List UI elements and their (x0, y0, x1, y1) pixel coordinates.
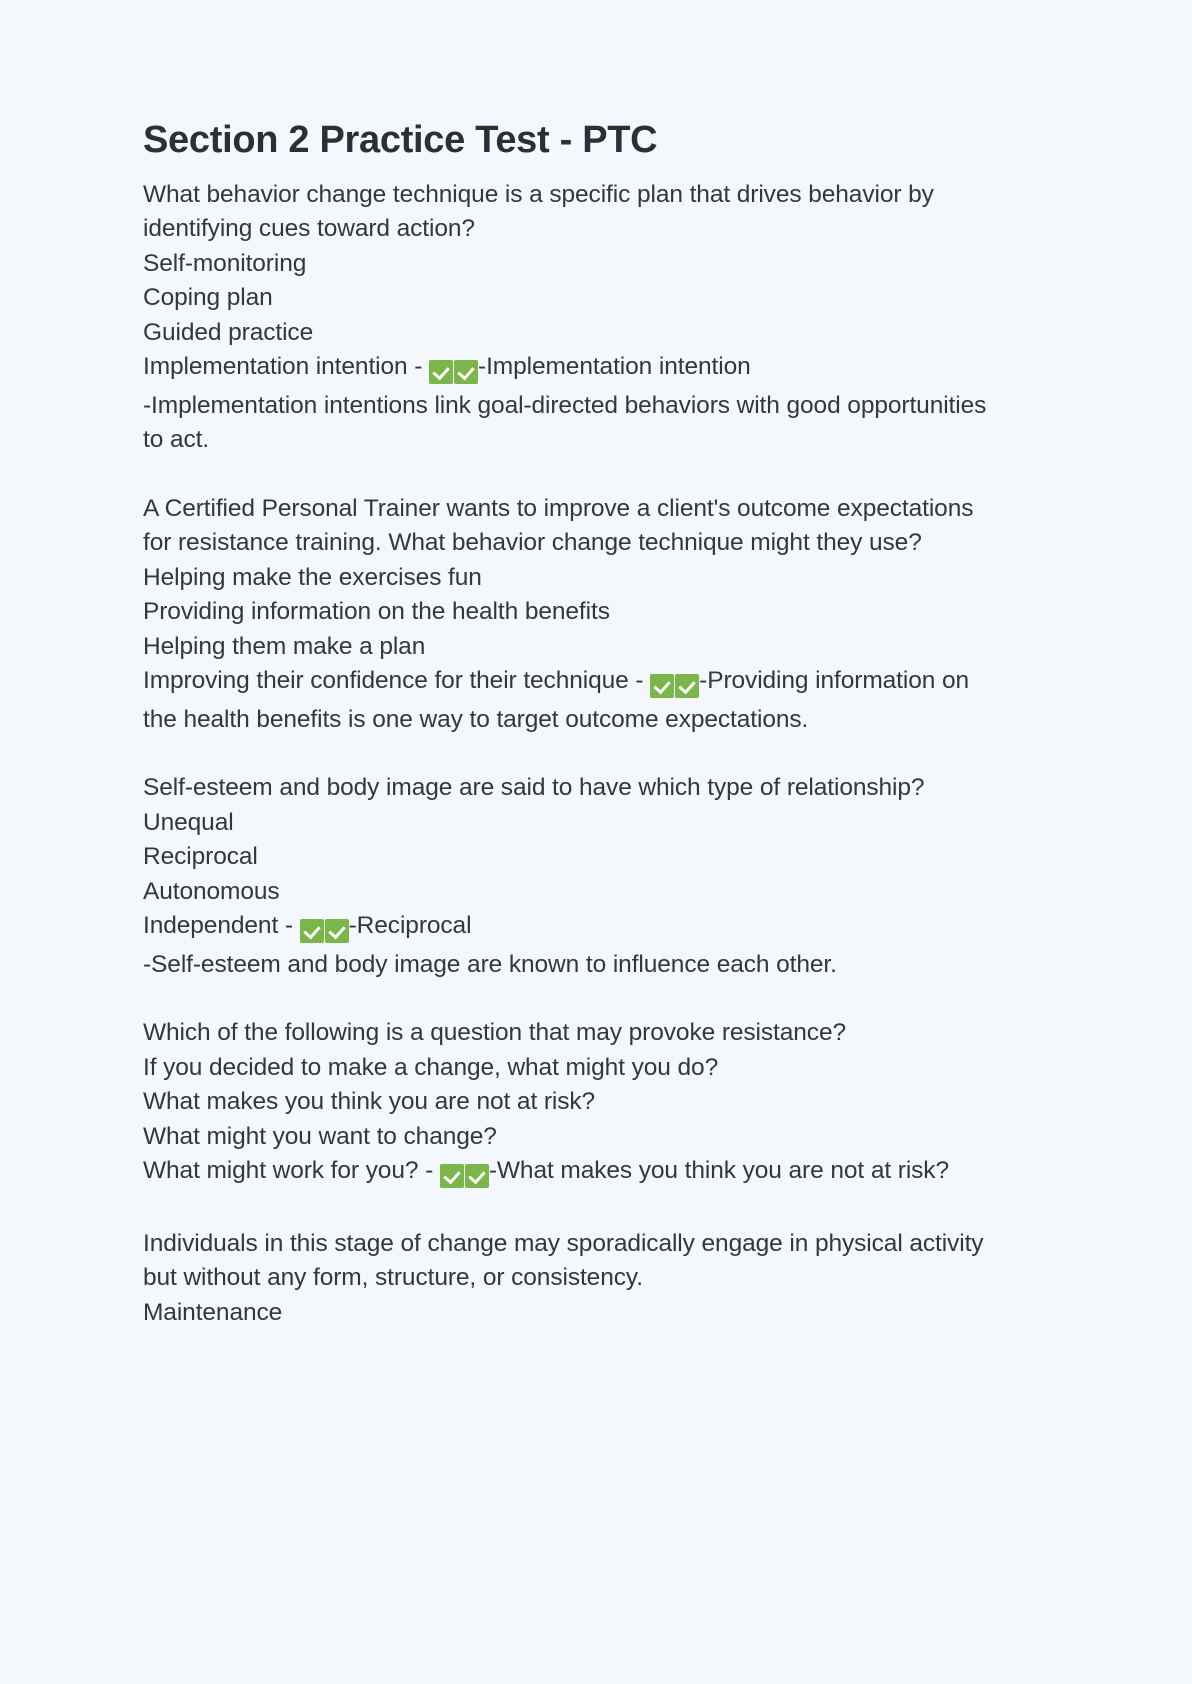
option-item: Providing information on the health benefits (143, 598, 610, 626)
correct-answer-text: -Implementation intention (478, 353, 751, 381)
answer-option-label: What might work for you? - (143, 1157, 440, 1185)
answer-option-label: Implementation intention - (143, 353, 430, 381)
question-text: Self-esteem and body image are said to have which type of relationship? (143, 774, 925, 802)
correct-answer-text: -Providing information on the health benefits is one way to target outcome expectations. (143, 667, 970, 733)
answer-line (143, 909, 988, 948)
check-mark-icon (454, 360, 478, 384)
question-block (143, 178, 1074, 458)
explanation-text: -Self-esteem and body image are known to influence each other. (143, 950, 837, 978)
option-item: Maintenance (143, 1298, 283, 1326)
check-mark-icon (675, 674, 699, 698)
question-block (143, 492, 1074, 738)
question-block (143, 1016, 1074, 1193)
check-mark-icon (325, 919, 349, 943)
option-item: What makes you think you are not at risk? (143, 1088, 596, 1116)
answer-marker (650, 668, 699, 703)
correct-answer-text: -Reciprocal (348, 912, 472, 940)
option-item: If you decided to make a change, what might you do? (143, 1053, 719, 1081)
question-block (143, 1227, 1074, 1331)
option-item: Reciprocal (143, 843, 258, 871)
question-block (143, 771, 1074, 982)
answer-marker (429, 354, 478, 389)
option-item: Autonomous (143, 877, 280, 905)
question-text: A Certified Personal Trainer wants to improve a client's outcome expectations for resistance training. What behavior change technique might they use? (143, 494, 974, 557)
option-item: Guided practice (143, 318, 314, 346)
check-mark-icon (300, 919, 324, 943)
question-text: Which of the following is a question that may provoke resistance? (143, 1019, 847, 1047)
check-mark-icon (465, 1164, 489, 1188)
answer-line (143, 350, 988, 389)
question-text: What behavior change technique is a specific plan that drives behavior by identifying cues toward action? (143, 180, 934, 243)
explanation-text: -Implementation intentions link goal-directed behaviors with good opportunities to act. (143, 391, 987, 454)
answer-line (143, 664, 988, 737)
option-item: Self-monitoring (143, 249, 307, 277)
page-title: Section 2 Practice Test - PTC (143, 119, 658, 161)
answer-option-label: Improving their confidence for their technique - (143, 667, 651, 695)
option-item: Unequal (143, 808, 234, 836)
option-item: Helping them make a plan (143, 632, 426, 660)
option-item: Coping plan (143, 284, 273, 312)
option-item: What might you want to change? (143, 1122, 497, 1150)
answer-option-label: Independent - (143, 912, 300, 940)
option-item: Helping make the exercises fun (143, 563, 482, 591)
answer-marker (300, 913, 349, 948)
answer-marker (440, 1158, 489, 1193)
question-text: Individuals in this stage of change may sporadically engage in physical activity but without any form, structure, or consistency. (143, 1229, 984, 1292)
check-mark-icon (440, 1164, 464, 1188)
check-mark-icon (429, 360, 453, 384)
answer-line (143, 1154, 988, 1193)
check-mark-icon (650, 674, 674, 698)
correct-answer-text: -What makes you think you are not at risk? (488, 1157, 949, 1185)
